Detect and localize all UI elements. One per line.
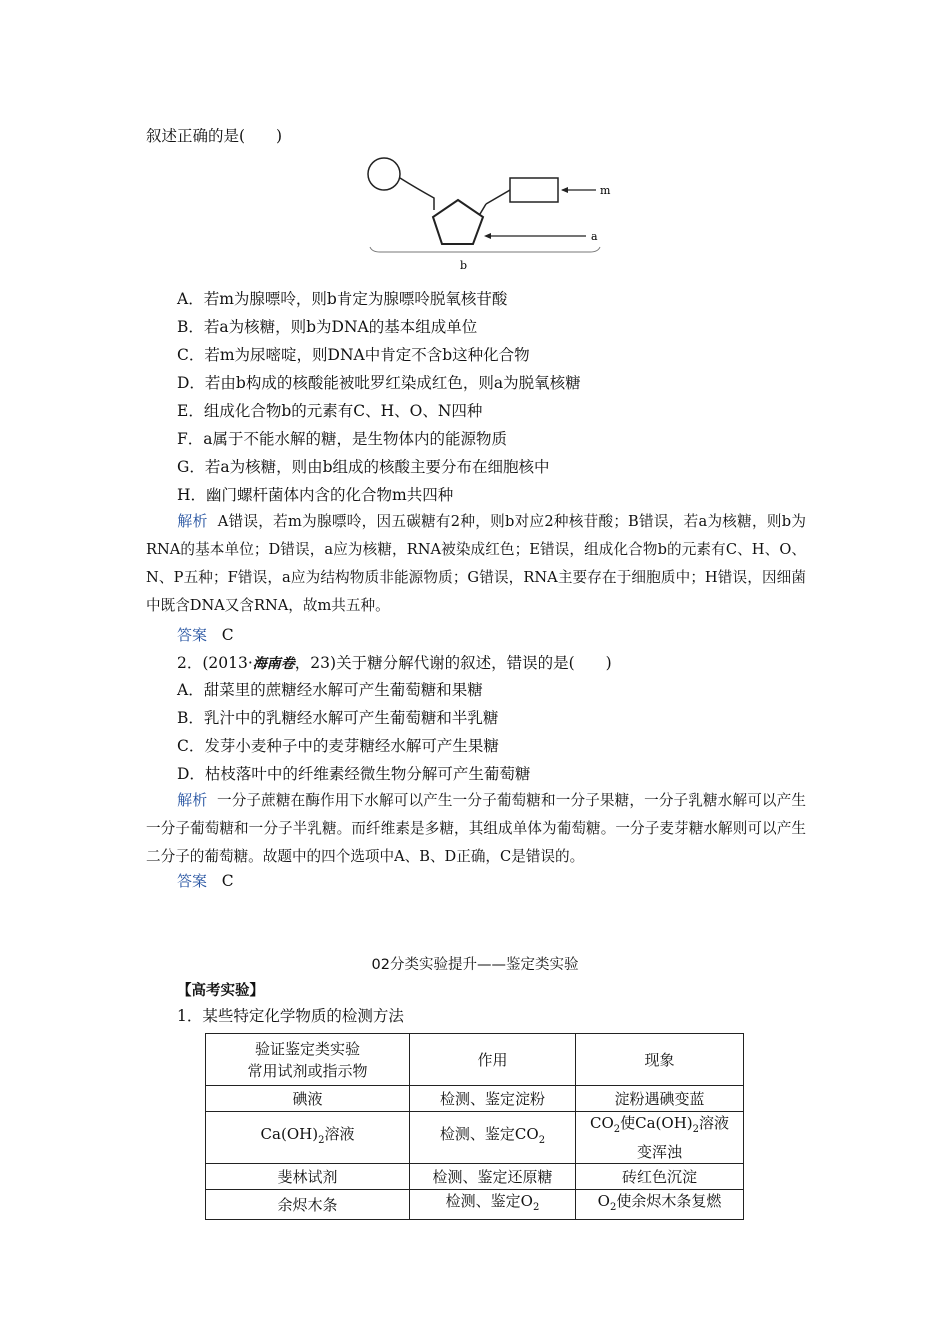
cell-use: 检测、鉴定$O_2$ (410, 1190, 576, 1220)
analysis-text: A错误，若m为腺嘌呤，因五碳糖有2种，则b对应2种核苷酸；B错误，若a为核糖，则b为RNA的基本单位；D错误，a应为核糖，RNA被染成红色；E错误，组成化合物b的元素有C、H、O、N、P五种；F错误，a应为结构物质非能源物质；G错误，RNA主要存在于细胞质中；H错误，因细菌中既含DNA又含RNA，故m共五种。 (146, 513, 807, 614)
cell-reagent: 斐林试剂 (206, 1164, 410, 1190)
q1-option-f: F．a属于不能水解的糖，是生物体内的能源物质 (177, 430, 507, 448)
section-title: 02分类实验提升——鉴定类实验 (371, 957, 579, 973)
answer-label: 答案 (177, 872, 208, 890)
cell-use: 检测、鉴定淀粉 (410, 1086, 576, 1112)
header-cell-use: 作用 (410, 1034, 576, 1086)
cell-effect: $O_2$使余烬木条复燃 (576, 1190, 744, 1220)
label-m: m (600, 184, 611, 197)
q1-analysis (146, 507, 806, 620)
q1-answer (177, 625, 234, 645)
q1-option-h: H．幽门螺杆菌体内含的化合物m共四种 (177, 486, 454, 504)
table-row (206, 1190, 744, 1220)
analysis-label: 解析 (177, 791, 208, 809)
label-a: a (591, 230, 598, 243)
header-cell-reagent: 验证鉴定类实验 常用试剂或指示物 (206, 1034, 410, 1086)
table-row (206, 1112, 744, 1164)
table-row (206, 1086, 744, 1112)
q2-stem: 2．(2013·海南卷，23)关于糖分解代谢的叙述，错误的是( ) (177, 654, 612, 672)
q1-option-d: D．若由b构成的核酸能被吡罗红染成红色，则a为脱氧核糖 (177, 374, 581, 392)
q2-answer (177, 871, 234, 891)
table-header-row (206, 1034, 744, 1086)
q1-option-b: B．若a为核糖，则b为DNA的基本组成单位 (177, 318, 478, 336)
section-item-1: 1．某些特定化学物质的检测方法 (177, 1007, 404, 1025)
analysis-text: 一分子蔗糖在酶作用下水解可以产生一分子葡萄糖和一分子果糖，一分子乳糖水解可以产生一分子葡萄糖和一分子半乳糖。而纤维素是多糖，其组成单体为葡萄糖。一分子麦芽糖水解则可以产生二分子的葡萄糖。故题中的四个选项中A、B、D正确，C是错误的。 (146, 792, 806, 865)
q2-option-c: C．发芽小麦种子中的麦芽糖经水解可产生果糖 (177, 737, 499, 755)
label-b: b (460, 259, 468, 272)
q1-option-c: C．若m为尿嘧啶，则DNA中肯定不含b这种化合物 (177, 346, 530, 364)
question-stem: 叙述正确的是( ) (146, 127, 283, 145)
cell-effect: $CO_2$使$Ca(OH)_2$溶液 变浑浊 (576, 1112, 744, 1164)
phosphate-bond (400, 178, 434, 210)
q2-option-d: D．枯枝落叶中的纤维素经微生物分解可产生葡萄糖 (177, 765, 531, 783)
reagent-table (205, 1033, 744, 1220)
q1-option-g: G．若a为核糖，则由b组成的核酸主要分布在细胞核中 (177, 458, 550, 476)
source-tag: 海南卷 (252, 656, 295, 672)
cell-reagent: 余烬木条 (206, 1190, 410, 1220)
q2-analysis (146, 786, 806, 871)
nucleotide-diagram (360, 148, 620, 274)
q2-option-a: A．甜菜里的蔗糖经水解可产生葡萄糖和果糖 (177, 681, 483, 699)
analysis-label: 解析 (177, 512, 208, 530)
cell-use: 检测、鉴定还原糖 (410, 1164, 576, 1190)
arrow-a-head (484, 233, 491, 239)
cell-use: 检测、鉴定$CO_2$ (410, 1112, 576, 1164)
arrow-m-head (561, 187, 568, 193)
q1-option-a: A．若m为腺嘌呤，则b肯定为腺嘌呤脱氧核苷酸 (177, 290, 508, 308)
section-tag: 【高考实验】 (177, 983, 264, 999)
brace-b (370, 247, 600, 252)
answer-value: C (221, 626, 234, 644)
q2-option-b: B．乳汁中的乳糖经水解可产生葡萄糖和半乳糖 (177, 709, 499, 727)
header-cell-effect: 现象 (576, 1034, 744, 1086)
answer-label: 答案 (177, 626, 208, 644)
base-bond-2 (486, 190, 510, 204)
q1-option-e: E．组成化合物b的元素有C、H、O、N四种 (177, 402, 483, 420)
table-row (206, 1164, 744, 1190)
cell-reagent: $Ca(OH)_2$溶液 (206, 1112, 410, 1164)
phosphate-circle (368, 158, 400, 190)
cell-effect: 砖红色沉淀 (576, 1164, 744, 1190)
cell-effect: 淀粉遇碘变蓝 (576, 1086, 744, 1112)
base-bond-1 (480, 204, 486, 214)
pentose-pentagon (433, 200, 483, 244)
answer-value: C (221, 872, 234, 890)
base-rectangle (510, 178, 558, 202)
cell-reagent: 碘液 (206, 1086, 410, 1112)
